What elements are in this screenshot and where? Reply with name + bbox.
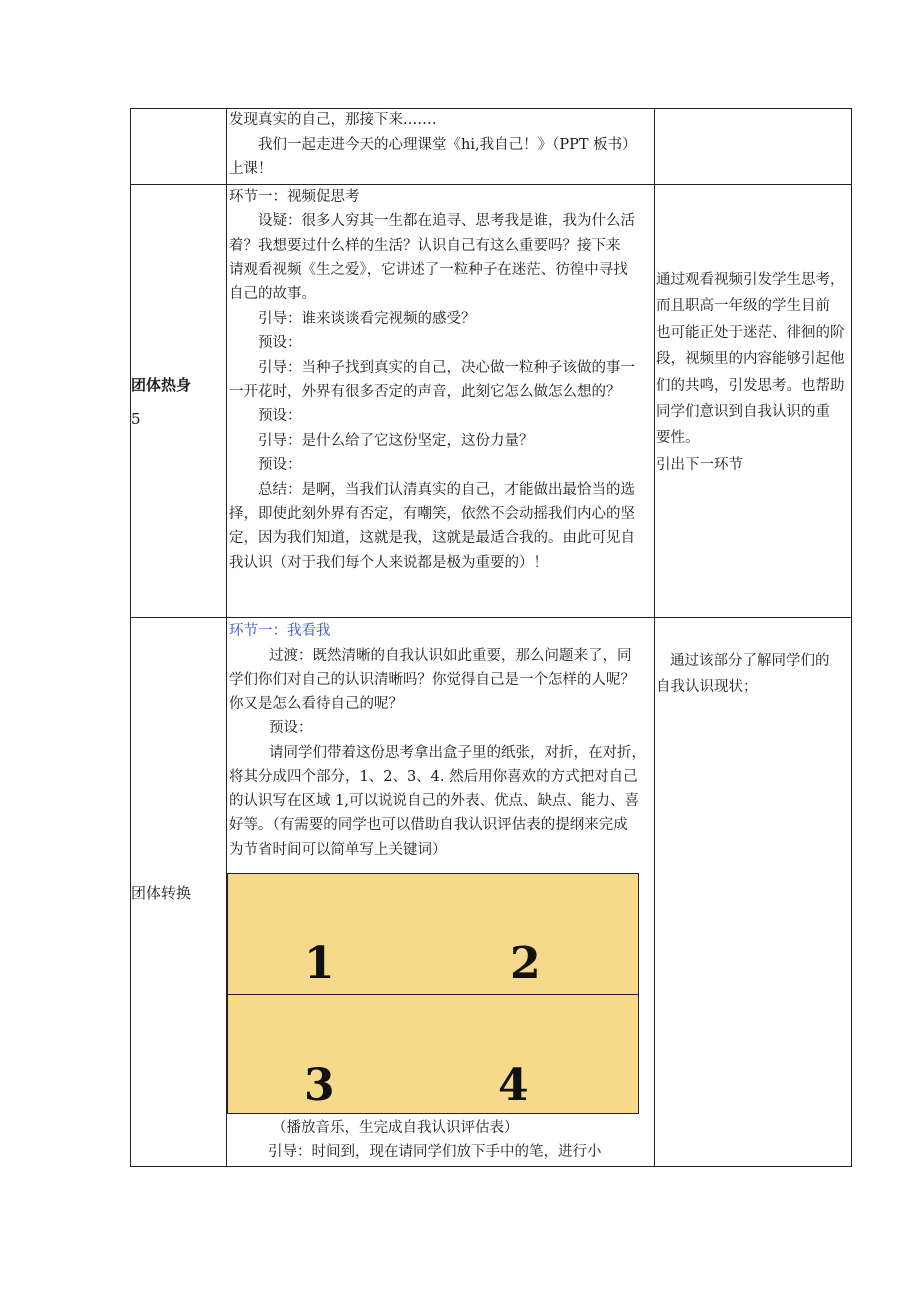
- row1-line-10: 预设：: [258, 408, 302, 424]
- row-divider-2: [130, 617, 852, 618]
- row2-line-9: 为节省时间可以简单写上关键词）: [229, 842, 447, 858]
- row2-line-1: 过渡：既然清晰的自我认识如此重要，那么问题来了，同: [269, 648, 632, 664]
- grid-number-4: 4: [498, 1060, 529, 1111]
- row2-label: 团体转换: [131, 884, 192, 902]
- row1-line-16: 我认识（对于我们每个人来说都是极为重要的）！: [229, 555, 548, 571]
- row1-note-6: 同学们意识到自我认识的重: [656, 404, 830, 421]
- row2-note-1: 通过该部分了解同学们的: [670, 653, 830, 669]
- row1-line-7: 预设：: [258, 335, 302, 351]
- row1-line-9: 一开花时，外界有很多否定的声音，此刻它怎么做怎么想的？: [229, 384, 621, 400]
- row1-line-13: 总结：是啊，当我们认清真实的自己，才能做出最恰当的选: [258, 482, 635, 498]
- row2-line-2: 学们你们对自己的认识清晰吗？你觉得自己是一个怎样的人呢？: [229, 672, 635, 688]
- row2-line-3: 你又是怎么看待自己的呢？: [229, 696, 403, 712]
- row1-note-2: 而且职高一年级的学生目前: [656, 298, 830, 315]
- row2-line-7: 的认识写在区域 1,可以说说自己的外表、优点、缺点、能力、喜: [229, 793, 639, 809]
- row2-notes: [656, 648, 852, 701]
- row0-line-1: 发现真实的自己，那接下来.……: [229, 112, 437, 128]
- row1-notes: [656, 267, 852, 478]
- row1-line-11: 引导：是什么给了它这份坚定，这份力量？: [258, 433, 534, 449]
- row2-after-line-2: 引导：时间到，现在请同学们放下手中的笔，进行小: [268, 1144, 602, 1160]
- row1-note-3: 也可能正处于迷茫、徘徊的阶: [656, 324, 845, 341]
- row1-line-5: 自己的故事。: [229, 286, 316, 302]
- row1-label: 团体热身: [131, 376, 192, 394]
- row2-after-line-1: （播放音乐，生完成自我认识评估表）: [272, 1120, 519, 1136]
- row1-sublabel: 5: [131, 410, 141, 428]
- row1-line-2: 设疑：很多人穷其一生都在追寻、思考我是谁，我为什么活: [258, 213, 635, 229]
- row1-line-4: 请观看视频《生之爱》，它讲述了一粒种子在迷茫、彷徨中寻找: [229, 262, 628, 278]
- folded-paper-grid: [227, 873, 639, 1114]
- grid-number-3: 3: [304, 1060, 335, 1111]
- row1-note-5: 们的共鸣，引发思考。也帮助: [656, 377, 845, 394]
- row1-note-7: 要性。: [656, 430, 700, 447]
- row2-line-5: 请同学们带着这份思考拿出盒子里的纸张，对折，在对折，: [269, 745, 646, 761]
- row1-line-8: 引导：当种子找到真实的自己，决心做一粒种子该做的事一: [258, 360, 635, 376]
- row1-line-14: 择，即使此刻外界有否定，有嘲笑，依然不会动摇我们内心的坚: [229, 506, 635, 522]
- row1-line-3: 着？我想要过什么样的生活？认识自己有这么重要吗？接下来: [229, 238, 621, 254]
- grid-divider: [228, 994, 638, 995]
- row2-line-8: 好等。（有需要的同学也可以借助自我认识评估表的提纲来完成: [229, 817, 628, 833]
- row2-line-6: 将其分成四个部分，1、2、3、4. 然后用你喜欢的方式把对自己: [229, 769, 638, 785]
- row0-line-3: 上课！: [229, 161, 273, 177]
- row1-line-12: 预设：: [258, 457, 302, 473]
- row1-line-6: 引导：谁来谈谈看完视频的感受？: [258, 311, 476, 327]
- table-border-bottom: [130, 1166, 852, 1167]
- grid-number-1: 1: [304, 938, 335, 989]
- grid-number-2: 2: [510, 938, 541, 989]
- row1-note-4: 段，视频里的内容能够引起他: [656, 351, 845, 368]
- row1-note-8: 引出下一环节: [656, 456, 743, 473]
- row1-line-1: 环节一：视频促思考: [229, 189, 360, 205]
- row2-heading: 环节一：我看我: [229, 623, 331, 639]
- row0-line-2: 我们一起走进今天的心理课堂《hi,我自己！》（PPT 板书）: [258, 137, 637, 153]
- row2-note-2: 自我认识现状；: [656, 679, 758, 696]
- row1-line-15: 定，因为我们知道，这就是我，这就是最适合我的。由此可见自: [229, 530, 635, 546]
- table-divider-2: [654, 108, 655, 1167]
- table-border-left: [130, 108, 131, 1167]
- row2-line-4: 预设：: [269, 720, 313, 736]
- row1-note-1: 通过观看视频引发学生思考，: [656, 272, 845, 288]
